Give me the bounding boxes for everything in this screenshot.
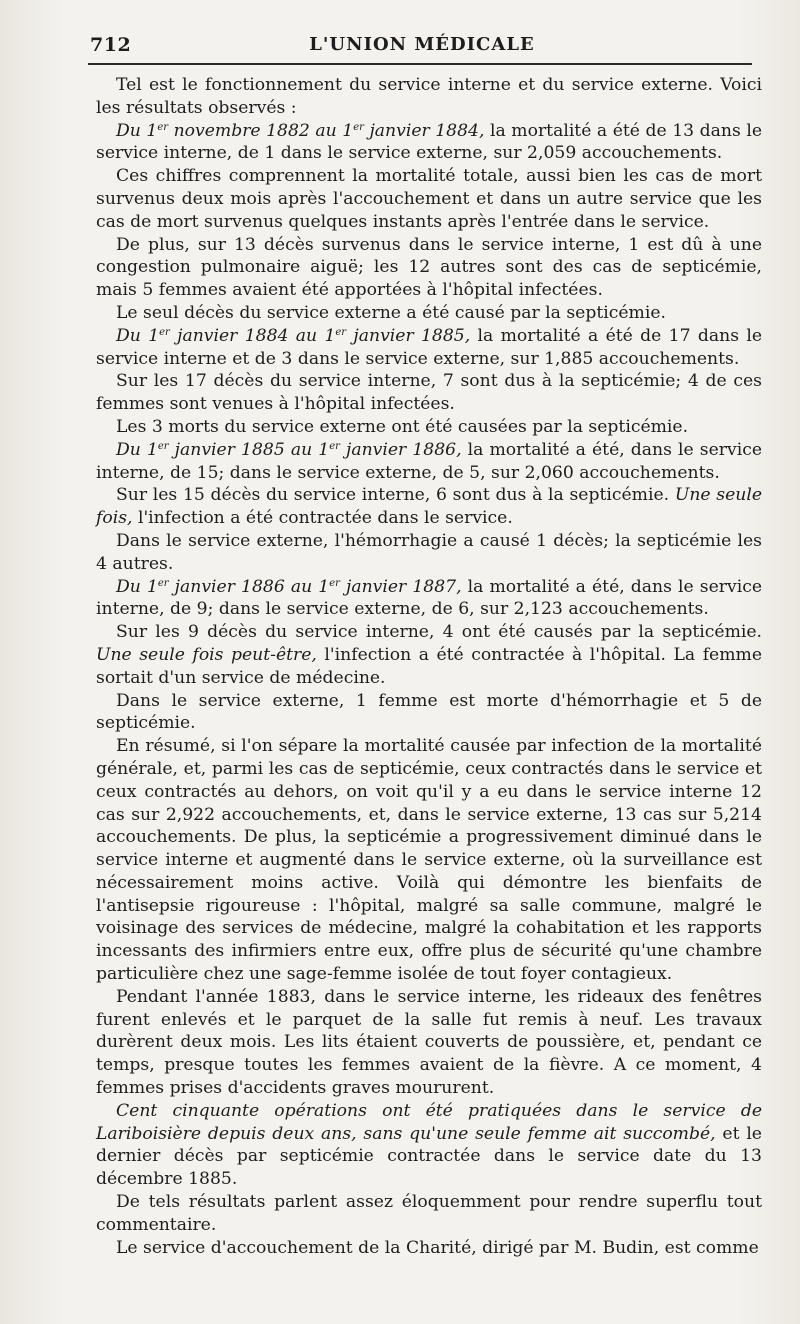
paragraph-p13: Sur les 9 décès du service interne, 4 ont été causés par la septicémie. Une seule fois peut-être, l'infection a été contractée à l'hôpital. La femme sortait d'un service de médecine. <box>96 622 762 688</box>
paragraph-p11: Dans le service externe, l'hémorrhagie a causé 1 décès; la septicémie les 4 autres. <box>96 530 762 574</box>
paragraph-p10: Sur les 15 décès du service interne, 6 sont dus à la septicémie. Une seule fois, l'infection a été contractée dans le service. <box>96 485 762 529</box>
paragraph-p7: Sur les 17 décès du service interne, 7 sont dus à la septicémie; 4 de ces femmes sont venues à l'hôpital infectées. <box>96 371 762 415</box>
paragraph-p4: De plus, sur 13 décès survenus dans le service interne, 1 est dû à une congestion pulmonaire aiguë; les 12 autres sont des cas de septicémie, mais 5 femmes avaient été apportées à l'hôpital infectées. <box>96 234 762 301</box>
paragraph-tail: l'infection a été contractée dans le service. <box>132 508 513 529</box>
paragraph-p5: Le seul décès du service externe a été causé par la septicémie. <box>116 302 666 323</box>
paragraph-p19: Le service d'accouchement de la Charité, dirigé par M. Budin, est comme <box>116 1237 759 1258</box>
running-header <box>82 30 762 58</box>
paragraph-p1: Tel est le fonctionnement du service interne et du service externe. Voici les résultats observés : <box>96 75 762 118</box>
paragraph-p16: Pendant l'année 1883, dans le service interne, les rideaux des fenêtres furent enlevés et le parquet de la salle fut remis à neuf. Les travaux durèrent deux mois. Les lits étaient couverts de poussière, et, pendant ce temps, presque toutes les femmes avaient de la fièvre. A ce moment, 4 femmes prises d'accidents graves moururent. <box>96 986 762 1099</box>
paragraph-p6: Du 1er janvier 1884 au 1er janvier 1885, la mortalité a été de 17 dans le service interne et de 3 dans le service externe, sur 1,885 accouchements. <box>96 325 763 369</box>
header-rule <box>88 63 752 65</box>
journal-title: L'UNION MÉDICALE <box>309 34 535 55</box>
paragraph-p8: Les 3 morts du service externe ont été causées par la septicémie. <box>116 416 689 437</box>
italic-phrase: Du 1er novembre 1882 au 1er janvier 1884, <box>116 120 485 141</box>
italic-phrase: Du 1er janvier 1885 au 1er janvier 1886, <box>116 439 462 460</box>
italic-phrase: Du 1er janvier 1884 au 1er janvier 1885, <box>116 325 471 346</box>
italic-phrase: Du 1er janvier 1886 au 1er janvier 1887, <box>116 576 462 597</box>
italic-phrase: Une seule fois peut-être, <box>96 644 317 665</box>
paragraph-p3: Ces chiffres comprennent la mortalité totale, aussi bien les cas de mort survenus deux mois après l'accouchement et dans un autre service que les cas de mort survenus quelques instants après l'entrée dans le service. <box>96 166 762 232</box>
paragraph-p9: Du 1er janvier 1885 au 1er janvier 1886, la mortalité a été, dans le service interne, de 15; dans le service externe, de 5, sur 2,060 accouchements. <box>96 439 763 483</box>
paragraph-p15: En résumé, si l'on sépare la mortalité causée par infection de la mortalité générale, et, parmi les cas de septicémie, ceux contractés dans le service et ceux contractés au dehors, on voit qu'il y a eu dans le service interne 12 cas sur 2,922 accouchements, et, dans le service externe, 13 cas sur 5,214 accouchements. De plus, la septicémie a progressivement diminué dans le service interne et augmenté dans le service externe, où la surveillance est nécessairement moins active. Voilà qui démontre les bienfaits de l'antisepsie rigoureuse : l'hôpital, malgré sa salle commune, malgré le voisinage des services de médecine, malgré la cohabitation et les rapports incessants des infirmiers entre eux, offre plus de sécurité qu'une chambre particulière chez une sage-femme isolée de tout foyer contagieux. <box>96 736 762 985</box>
paragraph-p17: Cent cinquante opérations ont été pratiquées dans le service de Lariboisière depuis deux ans, sans qu'une seule femme ait succombé, et le dernier décès par septicémie contractée dans le service date du 13 décembre 1885. <box>96 1100 762 1190</box>
paragraph-p14: Dans le service externe, 1 femme est morte d'hémorrhagie et 5 de septicémie. <box>96 690 762 734</box>
paragraph-p18: De tels résultats parlent assez éloquemment pour rendre superflu tout commentaire. <box>96 1192 762 1235</box>
paragraph-tail: l'infection a été contractée à l'hôpital. La femme sortait d'un service de médecine. <box>96 644 762 688</box>
italic-phrase: Cent cinquante opérations ont été pratiquées dans le service de Lariboisière depuis deux ans, sans qu'une seule femme ait succombé, <box>96 1100 762 1144</box>
italic-phrase: Une seule fois, <box>96 485 762 529</box>
page-number: 712 <box>90 34 132 56</box>
paragraph-p12: Du 1er janvier 1886 au 1er janvier 1887, la mortalité a été, dans le service interne, de 9; dans le service externe, de 6, sur 2,123 accouchements. <box>96 576 763 620</box>
article-body <box>96 74 762 1259</box>
paragraph-p2: Du 1er novembre 1882 au 1er janvier 1884, la mortalité a été de 13 dans le service interne, de 1 dans le service externe, sur 2,059 accouchements. <box>96 120 763 164</box>
